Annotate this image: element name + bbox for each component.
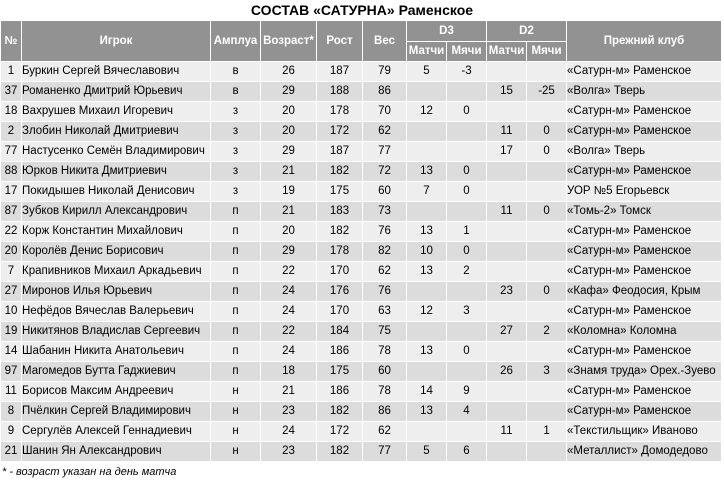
header-d2-matches: Матчи — [487, 42, 527, 62]
d3-goals: -3 — [447, 62, 487, 82]
player-name: Пчёлкин Сергей Владимирович — [22, 402, 211, 422]
table-row — [1, 142, 722, 162]
previous-club: «Сатурн-м» Раменское — [567, 242, 722, 262]
player-height: 187 — [317, 62, 363, 82]
d2-matches — [487, 222, 527, 242]
d2-matches — [487, 162, 527, 182]
d2-goals — [527, 62, 567, 82]
d2-matches: 17 — [487, 142, 527, 162]
player-height: 182 — [317, 162, 363, 182]
d2-goals — [527, 182, 567, 202]
d3-goals: 3 — [447, 302, 487, 322]
player-weight: 60 — [363, 182, 407, 202]
table-row — [1, 102, 722, 122]
previous-club: «Сатурн-м» Раменское — [567, 382, 722, 402]
player-role: н — [211, 442, 261, 462]
d3-goals — [447, 282, 487, 302]
player-role: н — [211, 402, 261, 422]
player-age: 22 — [261, 322, 317, 342]
player-role: з — [211, 182, 261, 202]
player-number: 77 — [1, 142, 22, 162]
header-player: Игрок — [22, 21, 211, 62]
d3-goals: 0 — [447, 102, 487, 122]
player-name: Буркин Сергей Вячеславович — [22, 62, 211, 82]
player-height: 188 — [317, 82, 363, 102]
player-number: 88 — [1, 162, 22, 182]
previous-club: «Томь-2» Томск — [567, 202, 722, 222]
d2-matches: 11 — [487, 122, 527, 142]
d2-goals: 2 — [527, 322, 567, 342]
header-d3-goals: Мячи — [447, 42, 487, 62]
player-role: п — [211, 242, 261, 262]
d3-matches: 12 — [407, 302, 447, 322]
table-row — [1, 82, 722, 102]
d3-matches — [407, 142, 447, 162]
player-weight: 76 — [363, 282, 407, 302]
player-number: 7 — [1, 262, 22, 282]
player-name: Покидышев Николай Денисович — [22, 182, 211, 202]
player-role: н — [211, 422, 261, 442]
header-age: Возраст* — [261, 21, 317, 62]
player-height: 187 — [317, 142, 363, 162]
player-age: 24 — [261, 282, 317, 302]
header-d2-goals: Мячи — [527, 42, 567, 62]
d3-matches: 13 — [407, 342, 447, 362]
player-age: 20 — [261, 122, 317, 142]
player-role: п — [211, 362, 261, 382]
player-weight: 77 — [363, 442, 407, 462]
player-number: 20 — [1, 242, 22, 262]
player-number: 2 — [1, 122, 22, 142]
table-row — [1, 322, 722, 342]
player-age: 23 — [261, 442, 317, 462]
d3-matches: 13 — [407, 402, 447, 422]
table-row — [1, 282, 722, 302]
d3-matches: 13 — [407, 222, 447, 242]
player-name: Корж Константин Михайлович — [22, 222, 211, 242]
player-age: 20 — [261, 102, 317, 122]
player-height: 186 — [317, 382, 363, 402]
d2-matches — [487, 182, 527, 202]
d3-goals: 0 — [447, 162, 487, 182]
d2-goals — [527, 382, 567, 402]
previous-club: «Сатурн-м» Раменское — [567, 262, 722, 282]
d3-matches — [407, 362, 447, 382]
d2-matches — [487, 402, 527, 422]
player-age: 19 — [261, 182, 317, 202]
d3-goals: 6 — [447, 442, 487, 462]
player-role: в — [211, 82, 261, 102]
player-number: 11 — [1, 382, 22, 402]
d3-goals — [447, 322, 487, 342]
player-age: 23 — [261, 402, 317, 422]
player-role: п — [211, 322, 261, 342]
d2-goals: 1 — [527, 422, 567, 442]
player-name: Крапивников Михаил Аркадьевич — [22, 262, 211, 282]
d3-goals: 0 — [447, 242, 487, 262]
previous-club: «Сатурн-м» Раменское — [567, 102, 722, 122]
previous-club: «Волга» Тверь — [567, 142, 722, 162]
d2-matches: 27 — [487, 322, 527, 342]
footnote: * - возраст указан на день матча — [2, 466, 177, 478]
player-weight: 60 — [363, 362, 407, 382]
player-height: 178 — [317, 102, 363, 122]
player-name: Миронов Илья Юрьевич — [22, 282, 211, 302]
d3-matches — [407, 82, 447, 102]
player-number: 14 — [1, 342, 22, 362]
player-age: 21 — [261, 202, 317, 222]
player-name: Злобин Николай Дмитриевич — [22, 122, 211, 142]
table-row — [1, 402, 722, 422]
d2-matches — [487, 62, 527, 82]
player-number: 27 — [1, 282, 22, 302]
d3-goals — [447, 422, 487, 442]
d2-goals — [527, 262, 567, 282]
table-row — [1, 162, 722, 182]
player-height: 170 — [317, 262, 363, 282]
player-name: Шабанин Никита Анатольевич — [22, 342, 211, 362]
previous-club: «Металлист» Домодедово — [567, 442, 722, 462]
d3-matches — [407, 282, 447, 302]
d3-matches: 5 — [407, 62, 447, 82]
player-age: 22 — [261, 262, 317, 282]
player-height: 183 — [317, 202, 363, 222]
header-weight: Вес — [363, 21, 407, 62]
player-height: 178 — [317, 242, 363, 262]
d3-goals — [447, 122, 487, 142]
player-age: 20 — [261, 222, 317, 242]
player-role: з — [211, 162, 261, 182]
player-age: 18 — [261, 362, 317, 382]
header-number: № — [1, 21, 22, 62]
player-number: 9 — [1, 422, 22, 442]
roster-body — [1, 62, 722, 462]
d2-goals — [527, 302, 567, 322]
d2-goals — [527, 222, 567, 242]
table-row — [1, 442, 722, 462]
player-role: п — [211, 202, 261, 222]
previous-club: «Сатурн-м» Раменское — [567, 222, 722, 242]
table-row — [1, 202, 722, 222]
d2-matches: 23 — [487, 282, 527, 302]
d3-matches — [407, 122, 447, 142]
d3-matches — [407, 202, 447, 222]
player-weight: 62 — [363, 262, 407, 282]
player-number: 97 — [1, 362, 22, 382]
player-number: 10 — [1, 302, 22, 322]
player-name: Шанин Ян Александрович — [22, 442, 211, 462]
d2-goals: 0 — [527, 142, 567, 162]
player-height: 184 — [317, 322, 363, 342]
player-weight: 79 — [363, 62, 407, 82]
header-d3-matches: Матчи — [407, 42, 447, 62]
d2-matches — [487, 382, 527, 402]
player-age: 24 — [261, 302, 317, 322]
header-height: Рост — [317, 21, 363, 62]
table-row — [1, 62, 722, 82]
d2-goals — [527, 102, 567, 122]
player-role: з — [211, 102, 261, 122]
player-height: 172 — [317, 422, 363, 442]
d3-matches: 12 — [407, 102, 447, 122]
player-name: Юрков Никита Дмитриевич — [22, 162, 211, 182]
previous-club: «Коломна» Коломна — [567, 322, 722, 342]
player-age: 29 — [261, 82, 317, 102]
d2-matches — [487, 242, 527, 262]
d3-goals — [447, 362, 487, 382]
player-role: н — [211, 382, 261, 402]
player-age: 26 — [261, 62, 317, 82]
table-row — [1, 342, 722, 362]
d2-goals — [527, 342, 567, 362]
d3-matches: 13 — [407, 162, 447, 182]
player-height: 186 — [317, 342, 363, 362]
player-name: Сергулёв Алексей Геннадиевич — [22, 422, 211, 442]
player-age: 24 — [261, 422, 317, 442]
player-weight: 78 — [363, 342, 407, 362]
previous-club: «Знамя труда» Орех.-Зуево — [567, 362, 722, 382]
player-age: 29 — [261, 242, 317, 262]
d3-goals: 9 — [447, 382, 487, 402]
d2-goals: 0 — [527, 202, 567, 222]
header-d2: D2 — [487, 21, 567, 42]
player-name: Магомедов Бутта Гаджиевич — [22, 362, 211, 382]
d2-matches — [487, 302, 527, 322]
player-height: 175 — [317, 362, 363, 382]
player-weight: 76 — [363, 222, 407, 242]
player-number: 18 — [1, 102, 22, 122]
player-height: 176 — [317, 282, 363, 302]
d3-matches: 7 — [407, 182, 447, 202]
player-weight: 86 — [363, 402, 407, 422]
header-d3: D3 — [407, 21, 487, 42]
d2-goals: 0 — [527, 122, 567, 142]
player-weight: 72 — [363, 162, 407, 182]
d2-matches — [487, 262, 527, 282]
player-name: Никитянов Владислав Сергеевич — [22, 322, 211, 342]
player-weight: 77 — [363, 142, 407, 162]
d3-goals — [447, 82, 487, 102]
table-row — [1, 182, 722, 202]
player-name: Нефёдов Вячеслав Валерьевич — [22, 302, 211, 322]
d3-matches: 5 — [407, 442, 447, 462]
roster-table — [0, 20, 722, 462]
d2-goals: 3 — [527, 362, 567, 382]
d3-goals: 0 — [447, 342, 487, 362]
player-age: 21 — [261, 162, 317, 182]
player-role: з — [211, 122, 261, 142]
header-role: Амплуа — [211, 21, 261, 62]
player-role: п — [211, 222, 261, 242]
player-age: 29 — [261, 142, 317, 162]
player-name: Вахрушев Михаил Игоревич — [22, 102, 211, 122]
table-row — [1, 302, 722, 322]
player-role: п — [211, 302, 261, 322]
d3-matches: 13 — [407, 262, 447, 282]
d3-goals — [447, 202, 487, 222]
table-row — [1, 222, 722, 242]
player-weight: 82 — [363, 242, 407, 262]
player-height: 170 — [317, 302, 363, 322]
d3-goals: 0 — [447, 182, 487, 202]
player-weight: 62 — [363, 122, 407, 142]
player-weight: 62 — [363, 422, 407, 442]
player-number: 37 — [1, 82, 22, 102]
header-prev-club: Прежний клуб — [567, 21, 722, 62]
d2-goals: -25 — [527, 82, 567, 102]
previous-club: «Сатурн-м» Раменское — [567, 122, 722, 142]
d2-matches — [487, 342, 527, 362]
player-number: 21 — [1, 442, 22, 462]
table-row — [1, 122, 722, 142]
player-number: 19 — [1, 322, 22, 342]
previous-club: УОР №5 Егорьевск — [567, 182, 722, 202]
d3-goals: 1 — [447, 222, 487, 242]
d3-goals: 2 — [447, 262, 487, 282]
player-number: 8 — [1, 402, 22, 422]
player-number: 22 — [1, 222, 22, 242]
previous-club: «Сатурн-м» Раменское — [567, 402, 722, 422]
d2-matches: 15 — [487, 82, 527, 102]
player-weight: 86 — [363, 82, 407, 102]
previous-club: «Сатурн-м» Раменское — [567, 302, 722, 322]
page-title: СОСТАВ «САТУРНА» Раменское — [250, 2, 474, 18]
player-name: Романенко Дмитрий Юрьевич — [22, 82, 211, 102]
player-role: в — [211, 62, 261, 82]
player-height: 175 — [317, 182, 363, 202]
d2-goals — [527, 402, 567, 422]
player-age: 24 — [261, 342, 317, 362]
player-number: 1 — [1, 62, 22, 82]
player-height: 182 — [317, 442, 363, 462]
player-number: 87 — [1, 202, 22, 222]
d3-matches — [407, 322, 447, 342]
d2-goals — [527, 442, 567, 462]
d2-matches: 11 — [487, 202, 527, 222]
previous-club: «Сатурн-м» Раменское — [567, 342, 722, 362]
d2-matches: 26 — [487, 362, 527, 382]
player-weight: 63 — [363, 302, 407, 322]
d2-goals — [527, 162, 567, 182]
previous-club: «Сатурн-м» Раменское — [567, 62, 722, 82]
player-weight: 73 — [363, 202, 407, 222]
player-number: 17 — [1, 182, 22, 202]
d3-matches: 14 — [407, 382, 447, 402]
player-name: Зубков Кирилл Александрович — [22, 202, 211, 222]
table-row — [1, 242, 722, 262]
player-age: 21 — [261, 382, 317, 402]
previous-club: «Текстильщик» Иваново — [567, 422, 722, 442]
table-row — [1, 422, 722, 442]
player-name: Королёв Денис Борисович — [22, 242, 211, 262]
d2-matches — [487, 442, 527, 462]
d3-matches: 10 — [407, 242, 447, 262]
d3-goals: 4 — [447, 402, 487, 422]
d2-goals — [527, 242, 567, 262]
table-row — [1, 382, 722, 402]
player-height: 182 — [317, 222, 363, 242]
table-row — [1, 262, 722, 282]
player-role: п — [211, 342, 261, 362]
player-height: 172 — [317, 122, 363, 142]
player-role: п — [211, 262, 261, 282]
d2-goals: 0 — [527, 282, 567, 302]
previous-club: «Сатурн-м» Раменское — [567, 162, 722, 182]
player-role: з — [211, 142, 261, 162]
player-name: Настусенко Семён Владимирович — [22, 142, 211, 162]
player-weight: 70 — [363, 102, 407, 122]
player-name: Борисов Максим Андреевич — [22, 382, 211, 402]
table-row — [1, 362, 722, 382]
player-height: 182 — [317, 402, 363, 422]
previous-club: «Волга» Тверь — [567, 82, 722, 102]
player-weight: 75 — [363, 322, 407, 342]
player-weight: 78 — [363, 382, 407, 402]
previous-club: «Кафа» Феодосия, Крым — [567, 282, 722, 302]
d3-goals — [447, 142, 487, 162]
d2-matches — [487, 102, 527, 122]
player-role: п — [211, 282, 261, 302]
d3-matches — [407, 422, 447, 442]
d2-matches: 11 — [487, 422, 527, 442]
